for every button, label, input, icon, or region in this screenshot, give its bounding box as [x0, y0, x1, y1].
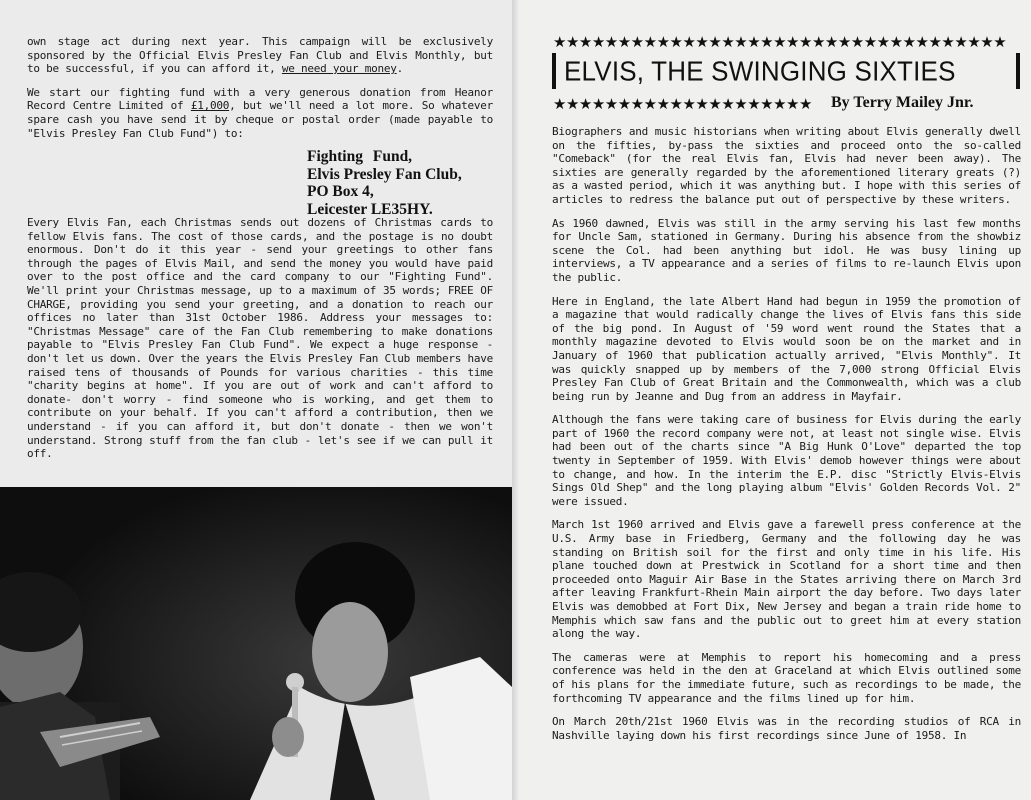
- article-byline: By Terry Mailey Jnr.: [831, 94, 974, 111]
- paragraph-christmas: Every Elvis Fan, each Christmas sends out dozens of Christmas cards to fellow Elvis fans. The cost of those cards, and the postage is no doubt enormous. Don't do it this year - send your greetings to other fans through the pages of Elvis Mail, and send the money you would have paid over to the post office and the card company to our "Fighting Fund". We'll print your Christmas message, up to a maximum of 35 words; FREE OF CHARGE, providing you send your greeting, and a donation to reach our offices no later than 31st October 1986. Address your messages to: "Christmas Message" care of the Fan Club remembering to make donations payable to "Elvis Presley Fan Club Fund". We expect a huge response - don't let us down. Over the years the Elvis Presley Fan Club members have raised tens of thousands of Pounds for various charities - this time "charity begins at home". If you are out of work and can't afford to donate- don't worry - find someone who is working, and get them to contribute on your behalf. If you can't afford a contribution, then we understand - if you can afford it, but don't donate - then we won't understand. Strong stuff from the fan club - let's see if we can pull it off.: [27, 216, 493, 461]
- underlined-amount: £1,000: [190, 99, 230, 113]
- address-line: PO Box 4,: [307, 183, 374, 200]
- article-paragraph: March 1st 1960 arrived and Elvis gave a farewell press conference at the U.S. Army base in Friedberg, Germany and the following day he was standing on British soil for the first and only time in his life. His plane touched down at Prestwick in Scotland for a short time and then proceeded onto Maguir Air Base in the States arriving there on March 3rd after leaving Frankfurt-Rhein Main airport the day before. Two days later Elvis was demobbed at Fort Dix, New Jersey and began a train ride home to Memphis which saw fans and the public out to greet him at every station along the way.: [552, 518, 1021, 641]
- photo-image: [0, 487, 512, 800]
- address-line: Fighting Fund,: [307, 148, 413, 165]
- left-body-column: [27, 216, 493, 471]
- address-line: Elvis Presley Fan Club,: [307, 165, 462, 183]
- paragraph-text: own stage act during next year. This campaign will be exclusively sponsored by the Official Elvis Presley Fan Club and Elvis Monthly, but to be successful, if you can afford it,: [27, 35, 493, 76]
- left-column: [27, 35, 493, 150]
- paragraph-text: We start our fighting fund with a very generous donation from Heanor Record Centre Limited of: [27, 85, 493, 113]
- article-title: ELVIS, THE SWINGING SIXTIES: [564, 55, 956, 87]
- concert-photo: [0, 487, 512, 800]
- address-line: Leicester LE35HY.: [307, 200, 433, 218]
- article-paragraph: Here in England, the late Albert Hand had begun in 1959 the promotion of a magazine that would radically change the lives of Elvis fans this side of the big pond. In August of '59 word went round the States that a monthly magazine devoted to Elvis would soon be on the market and in January of 1960 that publication actually arrived, "Elvis Monthly". It was quickly snapped up by members of the 7,000 strong Official Elvis Presley Fan Club of Great Britain and the Commonwealth, which was a club being run by Jeanne and Dug from an address in Mayfair.: [552, 294, 1021, 403]
- article-paragraph: The cameras were at Memphis to report his homecoming and a press conference was held in the den at Graceland at which Elvis outlined some of his plans for the immediate future, such as recordings to be made, the forthcoming TV appearance and the films lined up for him.: [552, 650, 1021, 705]
- paragraph-tail: .: [396, 62, 403, 76]
- article-paragraph: On March 20th/21st 1960 Elvis was in the recording studios of RCA in Nashville laying down his first recordings since June of 1958. In: [552, 715, 1021, 742]
- article-paragraph: Biographers and music historians when writing about Elvis generally dwell on the fifties, by-pass the sixties and proceed onto the so-called "Comeback" (for the real Elvis fan, Elvis had never been away). The sixties are generally regarded by the aforementioned literary greats (?) as a wasted period, which it was anything but. I hope with this series of articles to redress the balance put out of perspective by these writers.: [552, 125, 1021, 206]
- right-column: [552, 125, 1021, 752]
- page-gutter: [512, 0, 520, 800]
- article-paragraph: As 1960 dawned, Elvis was still in the army serving his last few months for Uncle Sam, stationed in Germany. During his absence from the showbiz scene the Col. had been anything but idol. He was busy lining up interviews, a TV appearance and a series of films to re-launch Elvis upon the public.: [552, 216, 1021, 284]
- paragraph-campaign: [27, 35, 493, 76]
- underlined-text: we need your money: [281, 62, 397, 76]
- paragraph-fund: [27, 86, 493, 140]
- stars-rule-top: ★★★★★★★★★★★★★★★★★★★★★★★★★★★★★★★★★★★: [553, 33, 1007, 51]
- mailing-address: [307, 148, 462, 218]
- left-page: [0, 0, 512, 800]
- article-paragraph: Although the fans were taking care of business for Elvis during the early part of 1960 the record company were not, at least not single wise. Elvis had been out of the charts since "A Big Hunk O'Love" departed the top twenty in September of 1959. With Elvis' demob however things were about to change, and how. In the interim the E.P. disc "Strictly Elvis-Elvis Sings Old Shep" and the long playing album "Elvis' Golden Records Vol. 2" were issued.: [552, 413, 1021, 508]
- paragraph-tail: , but we'll need a lot more. So whatever spare cash you have send it by cheque or postal order (made payable to "Elvis Presley Fan Club Fund") to:: [27, 99, 493, 140]
- stars-rule-bottom: ★★★★★★★★★★★★★★★★★★★★: [553, 95, 812, 113]
